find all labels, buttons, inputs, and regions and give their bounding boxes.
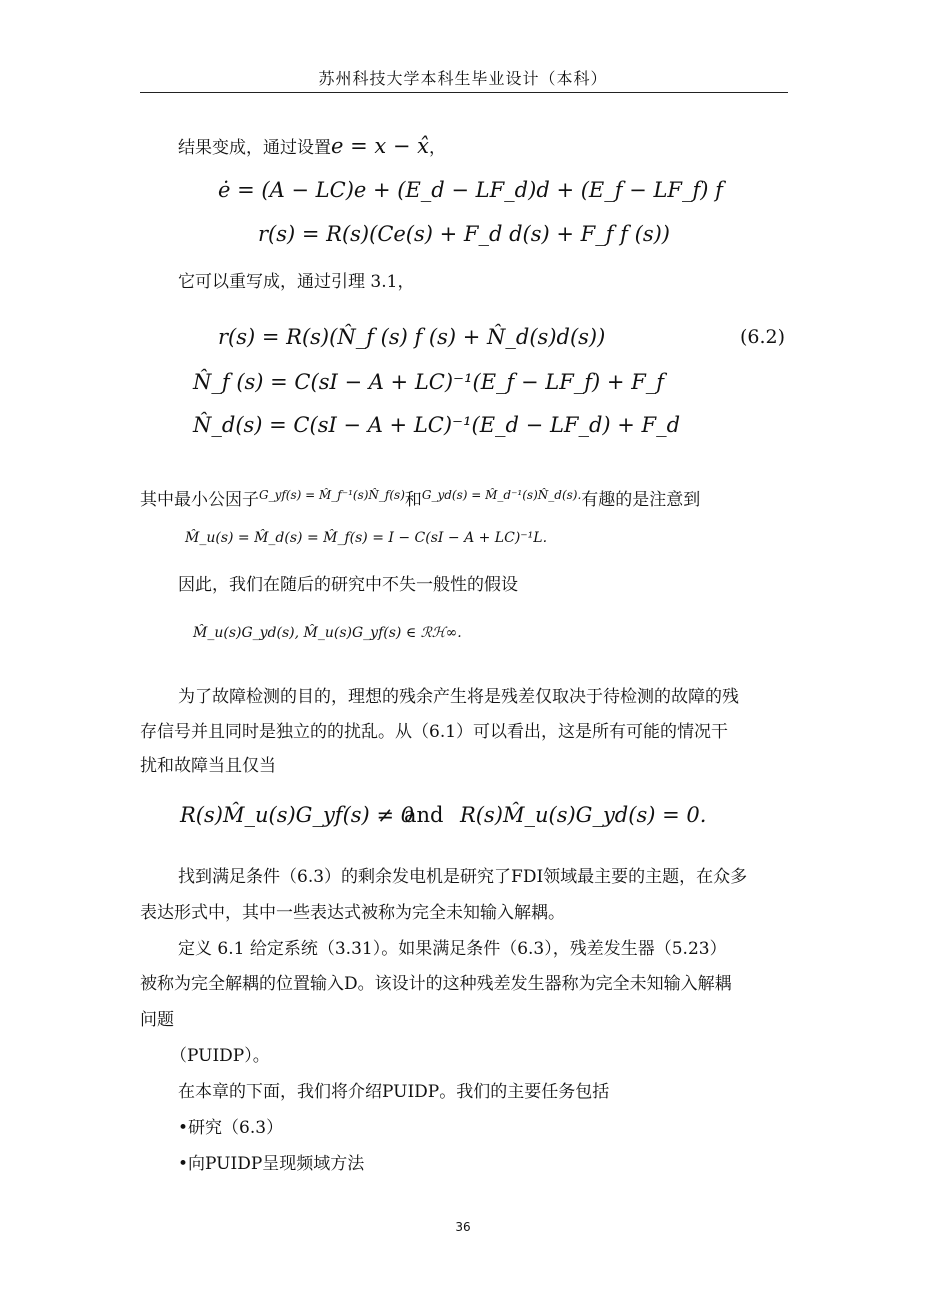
paragraph-assume: 因此，我们在随后的研究中不失一般性的假设 (178, 575, 518, 595)
equation-condition-and: and (404, 803, 444, 827)
paragraph-tasks: 在本章的下面，我们将介绍PUIDP。我们的主要任务包括 (178, 1082, 610, 1102)
equation-condition-left: R(s)M̂_u(s)G_yf(s) ≠ 0 (180, 803, 415, 827)
paragraph-definition-line2: 被称为完全解耦的位置输入D。该设计的这种残差发生器称为完全未知输入解耦 (140, 974, 732, 994)
equation-mu: M̂_u(s) = M̂_d(s) = M̂_f(s) = I − C(sI − A + LC)⁻¹L. (185, 530, 548, 546)
equation-number: (6.2) (740, 326, 786, 348)
paragraph-coprime (140, 485, 700, 510)
bullet-item-1: •研究（6.3） (178, 1118, 284, 1138)
page-header: 苏州科技大学本科生毕业设计（本科） (318, 69, 608, 88)
intro-end: ， (429, 138, 447, 158)
header-rule (140, 92, 788, 93)
paragraph-definition-line4: （PUIDP）。 (170, 1046, 270, 1066)
equation-residual: r(s) = R(s)(Ce(s) + F_d d(s) + F_f f (s)) (258, 222, 670, 246)
paragraph-generator-line1: 找到满足条件（6.3）的剩余发电机是研究了FDI领域最主要的主题，在众多 (178, 867, 748, 887)
paragraph-rewrite: 它可以重写成，通过引理 3.1， (178, 272, 415, 292)
equation-nf: N̂_f (s) = C(sI − A + LC)⁻¹(E_f − LF_f) + F_f (193, 370, 665, 394)
equation-residual-rewrite: r(s) = R(s)(N̂_f (s) f (s) + N̂_d(s)d(s)) (218, 325, 606, 349)
coprime-text-c: 有趣的是注意到 (581, 490, 701, 510)
intro-text: 结果变成，通过设置 (178, 138, 331, 158)
coprime-text-b: 和 (404, 490, 422, 510)
paragraph-definition-line3: 问题 (140, 1010, 174, 1030)
paragraph-fault-line1: 为了故障检测的目的，理想的残余产生将是残差仅取决于待检测的故障的残 (178, 687, 739, 707)
coprime-text-a: 其中最小公因子 (140, 490, 259, 510)
intro-math: e = x − x̂ (331, 134, 430, 158)
page-number: 36 (455, 1220, 471, 1234)
bullet-item-2: •向PUIDP呈现频域方法 (178, 1154, 365, 1174)
coprime-math-1: G_yf(s) = M̂_f⁻¹(s)N̂_f(s) (259, 488, 405, 502)
equation-state-error: ė = (A − LC)e + (E_d − LF_d)d + (E_f − LF_f) f (218, 178, 723, 202)
paragraph-definition-line1: 定义 6.1 给定系统（3.31）。如果满足条件（6.3），残差发生器（5.23） (178, 939, 727, 959)
coprime-math-2: G_yd(s) = M̂_d⁻¹(s)N̂_d(s). (421, 488, 582, 502)
paragraph-fault-line2: 存信号并且同时是独立的的扰乱。从（6.1）可以看出，这是所有可能的情况干 (140, 722, 729, 742)
equation-nd: N̂_d(s) = C(sI − A + LC)⁻¹(E_d − LF_d) + F_d (193, 413, 681, 437)
equation-rh-infinity: M̂_u(s)G_yd(s), M̂_u(s)G_yf(s) ∈ ℛℋ∞. (193, 625, 462, 641)
paragraph-fault-line3: 扰和故障当且仅当 (140, 756, 276, 776)
paragraph-intro (178, 133, 446, 158)
equation-condition-right: R(s)M̂_u(s)G_yd(s) = 0. (460, 803, 707, 827)
paragraph-generator-line2: 表达形式中，其中一些表达式被称为完全未知输入解耦。 (140, 903, 565, 923)
